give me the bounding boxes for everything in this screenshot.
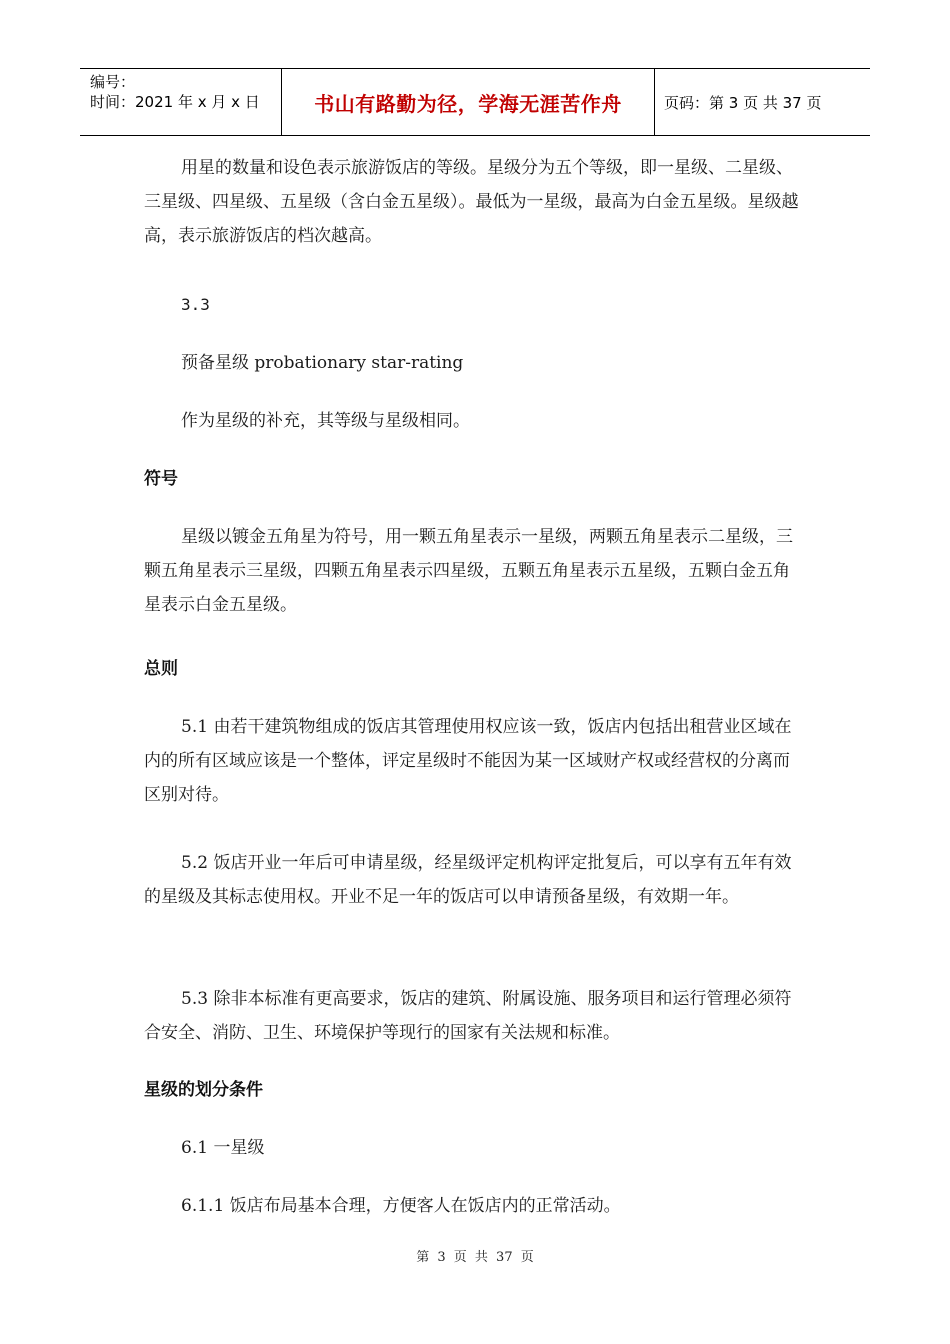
paragraph-probationary-desc: 作为星级的补充，其等级与星级相同。 bbox=[181, 411, 470, 431]
paragraph-symbol: 星级以镀金五角星为符号，用一颗五角星表示一星级，两颗五角星表示二星级，三颗五角星表示三星级，四颗五角星表示四星级，五颗五角星表示五星级，五颗白金五角星表示白金五星级。 bbox=[144, 527, 793, 615]
header-page-cell bbox=[655, 69, 870, 135]
section-number: 3.3 bbox=[181, 295, 210, 314]
page-header bbox=[80, 68, 870, 136]
heading-conditions: 星级的划分条件 bbox=[144, 1080, 263, 1100]
header-page-info: 页码：第 3 页 共 37 页 bbox=[664, 93, 822, 112]
paragraph-star-definition: 用星的数量和设色表示旅游饭店的等级。星级分为五个等级，即一星级、二星级、三星级、四星级、五星级（含白金五星级）。最低为一星级，最高为白金五星级。星级越高，表示旅游饭店的档次越高。 bbox=[144, 158, 799, 246]
doc-number-label: 编号： bbox=[90, 73, 136, 91]
header-meta-cell bbox=[80, 69, 281, 135]
header-motto-cell bbox=[281, 69, 655, 135]
paragraph-6-1-1: 6.1.1 饭店布局基本合理，方便客人在饭店内的正常活动。 bbox=[181, 1196, 621, 1216]
page-footer: 第 3 页 共 37 页 bbox=[416, 1250, 534, 1265]
heading-general: 总则 bbox=[144, 659, 178, 679]
paragraph-5-1: 5.1 由若干建筑物组成的饭店其管理使用权应该一致，饭店内包括出租营业区域在内的所有区域应该是一个整体，评定星级时不能因为某一区域财产权或经营权的分离而区别对待。 bbox=[144, 717, 792, 805]
motto-text: 书山有路勤为径，学海无涯苦作舟 bbox=[314, 91, 622, 116]
heading-symbol: 符号 bbox=[144, 469, 178, 489]
term-probationary bbox=[144, 346, 804, 380]
date-line: 时间：2021 年 x 月 x 日 bbox=[90, 93, 260, 111]
section-6-1: 6.1 一星级 bbox=[181, 1138, 265, 1158]
paragraph-5-3: 5.3 除非本标准有更高要求，饭店的建筑、附属设施、服务项目和运行管理必须符合安全、消防、卫生、环境保护等现行的国家有关法规和标准。 bbox=[144, 989, 792, 1043]
paragraph-5-2: 5.2 饭店开业一年后可申请星级，经星级评定机构评定批复后，可以享有五年有效的星级及其标志使用权。开业不足一年的饭店可以申请预备星级，有效期一年。 bbox=[144, 853, 792, 907]
term-probationary-text: 预备星级 probationary star-rating bbox=[181, 353, 464, 373]
